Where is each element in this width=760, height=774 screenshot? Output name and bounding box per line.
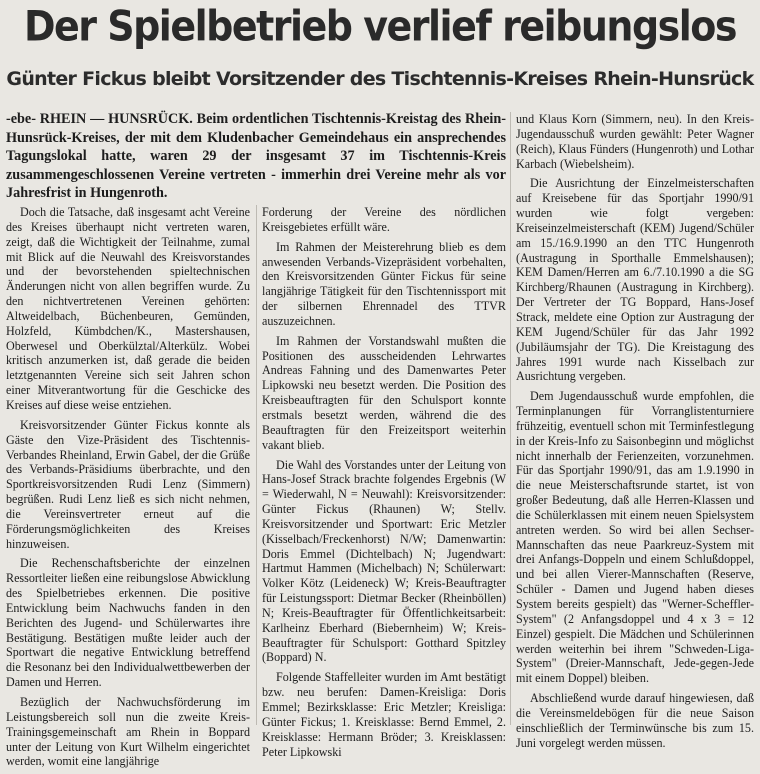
paragraph: Die Wahl des Vorstandes unter der Leitung von Hans-Josef Strack brachte folgendes Ergebnis (W = Wiederwahl, N = Neuwahl): Kreisvorsitzender: Günter Fickus (Rhaunen) W; Stellv. Kreisvorsitzender und Sportwart: Eric Metzler (Kisselbach/Freckenhorst) N/W; Damenwartin: Doris Emmel (Dichtelbach) N; Jugendwart: Hartmut Hammen (Michelbach) N; Schülerwart: Volker Kötz (Leideneck) W; Kreis-Beauftragter für Leistungssport: Dietmar Becker (Rheinböllen) N; Kreis-Beauftragter für Öffentlichkeitsarbeit: Karlheinz Eberhard (Biebernheim) W; Kreis-Beauftragter für Schulsport: Gotthard Spitzley (Boppard) N. (262, 457, 506, 665)
column-divider (256, 205, 257, 725)
lead-paragraph: -ebe- RHEIN — HUNSRÜCK. Beim ordentlichen Tischtennis-Kreistag des Rhein-Hunsrück-Kreises, der mit dem Kludenbacher Gemeindehaus ein ansprechendes Tagungslokal hatte, waren 29 der insgesamt 37 im Tischtennis-Kreis zusammengeschlossenen Vereine vertreten - immerhin drei Vereine mehr als vor Jahresfrist in Hungenroth. (6, 111, 506, 202)
paragraph: Im Rahmen der Vorstandswahl mußten die Positionen des ausscheidenden Lehrwartes Andreas Fahning und des Damenwartes Peter Lipkowski neu besetzt werden. Die Position des Kreisbeauftragten für den Schulsport konnte erstmals besetzt werden, während die des Beauftragten für den Freizeitsport weiterhin vakant blieb. (262, 333, 506, 452)
paragraph: Doch die Tatsache, daß insgesamt acht Vereine des Kreises überhaupt nicht vertreten waren, zeigt, daß die Wichtigkeit der Teilnahme, zumal mit Blick auf die Neuwahl des Kreisvorstandes und der bevorstehenden spieltechnischen Änderungen nicht von allen begriffen wurde. Zu den nichtvertretenen Vereinen gehörten: Altweidelbach, Büchenbeuren, Gemünden, Holzfeld, Kümbdchen/K., Mastershausen, Oberwesel und Oberkülztal/Alterkülz. Wobei kritisch anzumerken ist, daß gerade die beiden letztgenannten Vereine sich seit Jahren schon einer Mitverantwortung für die Geschicke des Kreises auf diese weise entziehen. (6, 205, 250, 412)
headline: Der Spielbetrieb verlief reibungslos (23, 1, 737, 51)
subheadline: Günter Fickus bleibt Vorsitzender des Tischtennis-Kreises Rhein-Hunsrück (6, 68, 754, 90)
paragraph: Bezüglich der Nachwuchsförderung im Leistungsbereich soll nun die zweite Kreis-Trainingsgemeinschaft am Rhein in Boppard unter der Leitung von Kurt Wilhelm eingerichtet werden, womit eine langjährige (6, 695, 250, 769)
paragraph: Dem Jugendausschuß wurde empfohlen, die Terminplanungen für Vorranglistenturniere frühzeitig, eventuell schon mit Terminfestlegung in der Kreis-Info zu Saisonbeginn und möglichst nicht innerhalb der Ferienzeiten, vorzunehmen. Für das Sportjahr 1990/91, das am 1.9.1990 in die neue Meisterschaftsrunde startet, ist von großer Bedeutung, daß alle Herren-Klassen und die Schülerklassen mit einem neuen Spielsystem antreten werden. So wird bei allen Sechser-Mannschaften das neue Paarkreuz-System mit drei Anfangs-Doppeln und einem Schlußdoppel, und bei allen Vierer-Mannschaften (Reserve, Schüler - Damen und Jugend haben dieses System bereits gespielt) das "Werner-Scheffler-System" (2 Anfangsdoppel und 4 x 3 = 12 Einzel) gespielt. Die Mädchen und Schülerinnen werden weiterhin bei ihrem "Schweden-Liga-System" (Dreier-Mannschaft, Jede-gegen-Jede mit einem Doppel) bleiben. (516, 389, 754, 686)
paragraph: Kreisvorsitzender Günter Fickus konnte als Gäste den Vize-Präsident des Tischtennis-Verbandes Rheinland, Erwin Gabel, der die Grüße des Verbands-Präsidiums überbrachte, und den Sportkreisvorsitzenden Rudi Lenz (Simmern) begrüßen. Rudi Lenz ließ es sich nicht nehmen, die Vereinsvertreter erneut auf die Förderungsmöglichkeiten des Kreises hinzuweisen. (6, 417, 250, 551)
paragraph: Folgende Staffelleiter wurden im Amt bestätigt bzw. neu berufen: Damen-Kreisliga: Doris Emmel; Bezirksklasse: Eric Metzler; Kreisliga: Günter Fickus; 1. Kreisklasse: Bernd Emmel, 2. Kreisklasse: Hermann Bröder; 3. Kreisklassen: Peter Lipkowski (262, 670, 506, 759)
article-column-3 (516, 112, 754, 755)
column-divider (510, 112, 511, 725)
article-column-2 (262, 205, 506, 764)
paragraph: und Klaus Korn (Simmern, neu). In den Kreis-Jugendausschuß wurden gewählt: Peter Wagner (Reich), Klaus Fünders (Hungenroth) und Lothar Karbach (Wiebelsheim). (516, 112, 754, 171)
paragraph: Forderung der Vereine des nördlichen Kreisgebietes erfüllt wäre. (262, 205, 506, 234)
paragraph: Die Ausrichtung der Einzelmeisterschaften auf Kreisebene für das Sportjahr 1990/91 wurden wie folgt vergeben: Kreiseinzelmeisterschaft (KEM) Jugend/Schüler am 15./16.9.1990 an den TTC Hungenroth (Austragung in Sporthalle Emmelshausen); KEM Damen/Herren am 6./7.10.1990 a die SG Kirchberg/Rhaunen (Austragung in Kirchberg). Der Vertreter der TG Boppard, Hans-Josef Strack, meldete eine Option zur Austragung der KEM Jugend/Schüler für das Jahr 1992 (Jubiläumsjahr der TG). Die Kreistagung des Jahres 1991 wurde nach Kisselbach zur Ausrichtung vergeben. (516, 176, 754, 384)
article-column-1 (6, 205, 250, 774)
paragraph: Abschließend wurde darauf hingewiesen, daß die Vereinsmeldebögen für die neue Saison einschließlich der Terminwünsche bis zum 15. Juni vorgelegt werden müssen. (516, 691, 754, 750)
paragraph: Im Rahmen der Meisterehrung blieb es dem anwesenden Verbands-Vizepräsident vorbehalten, den Kreisvorsitzenden Günter Fickus für seine langjährige Tätigkeit für den Tischtennissport mit der silbernen Ehrennadel des TTVR auszuzeichnen. (262, 239, 506, 328)
paragraph: Die Rechenschaftsberichte der einzelnen Ressortleiter ließen eine reibungslose Abwicklung des Spielbetriebes erkennen. Die positive Entwicklung beim Nachwuchs fanden in den Berichten des Jugend- und Schülerwartes ihre Bestätigung. Bestätigen mußte leider auch der Sportwart die negative Entwicklung betreffend die Resonanz bei den Individualwettbewerben der Damen und Herren. (6, 556, 250, 690)
